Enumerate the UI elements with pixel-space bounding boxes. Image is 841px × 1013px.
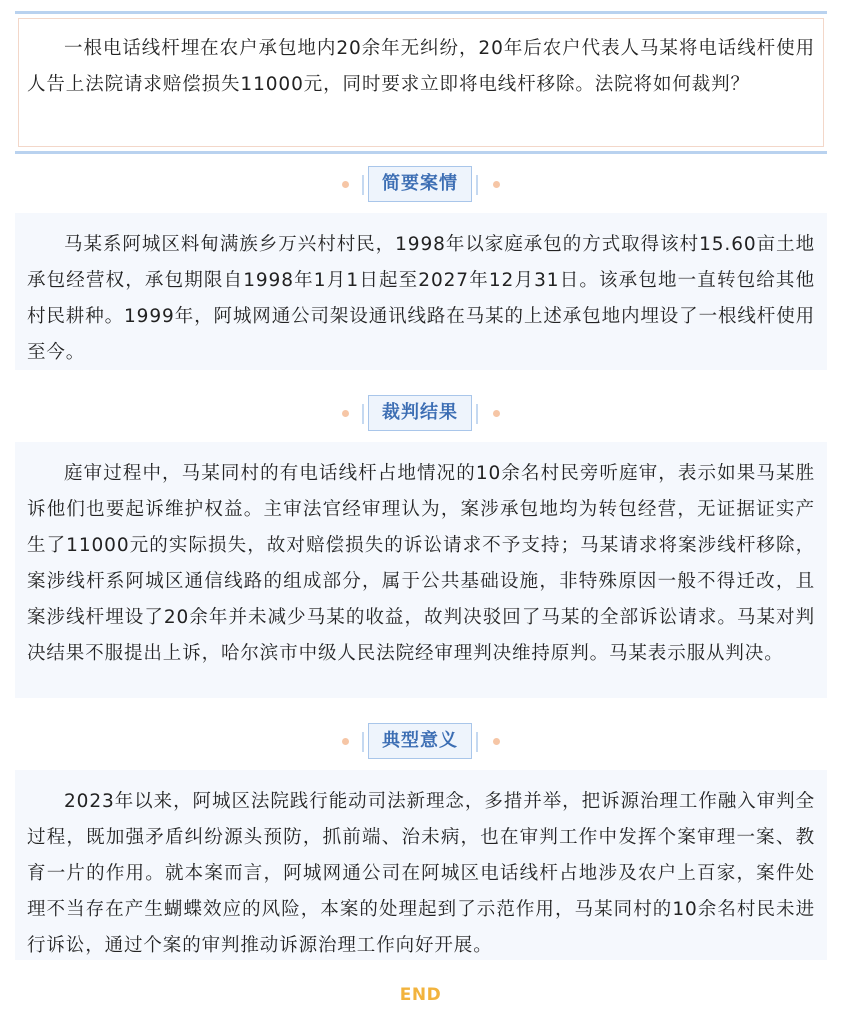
- intro-box: [18, 18, 824, 147]
- decorative-bar: [362, 404, 364, 424]
- decorative-bar: [476, 175, 478, 195]
- decorative-dot: [342, 181, 349, 188]
- section-content-case-summary: [15, 213, 827, 370]
- decorative-dot: [342, 410, 349, 417]
- intro-text: 一根电话线杆埋在农户承包地内20余年无纠纷，20年后农户代表人马某将电话线杆使用人告上法院请求赔偿损失11000元，同时要求立即将电线杆移除。法院将如何裁判？: [27, 38, 815, 95]
- decorative-dot: [342, 738, 349, 745]
- decorative-dot: [493, 738, 500, 745]
- section-heading-case-summary: [0, 166, 841, 204]
- decorative-bar: [362, 175, 364, 195]
- decorative-bar: [476, 404, 478, 424]
- section-content-judgment: [15, 442, 827, 698]
- section-heading-judgment: [0, 395, 841, 433]
- section-title: 简要案情: [368, 166, 472, 202]
- section-title: 典型意义: [368, 723, 472, 759]
- decorative-bar: [476, 732, 478, 752]
- decorative-bar: [362, 732, 364, 752]
- decorative-dot: [493, 410, 500, 417]
- intro-panel: [15, 11, 827, 154]
- section-content-significance: [15, 770, 827, 960]
- section-body: 2023年以来，阿城区法院践行能动司法新理念，多措并举，把诉源治理工作融入审判全过程，既加强矛盾纠纷源头预防，抓前端、治未病，也在审判工作中发挥个案审理一案、教育一片的作用。就本案而言，阿城网通公司在阿城区电话线杆占地涉及农户上百家，案件处理不当存在产生蝴蝶效应的风险，本案的处理起到了示范作用，马某同村的10余名村民未进行诉讼，通过个案的审判推动诉源治理工作向好开展。: [27, 791, 815, 956]
- section-title: 裁判结果: [368, 395, 472, 431]
- section-body: 马某系阿城区料甸满族乡万兴村村民，1998年以家庭承包的方式取得该村15.60亩土地承包经营权，承包期限自1998年1月1日起至2027年12月31日。该承包地一直转包给其他村民耕种。1999年，阿城网通公司架设通讯线路在马某的上述承包地内埋设了一根线杆使用至今。: [27, 234, 815, 363]
- section-body: 庭审过程中，马某同村的有电话线杆占地情况的10余名村民旁听庭审，表示如果马某胜诉他们也要起诉维护权益。主审法官经审理认为，案涉承包地均为转包经营，无证据证实产生了11000元的实际损失，故对赔偿损失的诉讼请求不予支持；马某请求将案涉线杆移除，案涉线杆系阿城区通信线路的组成部分，属于公共基础设施，非特殊原因一般不得迁改，且案涉线杆埋设了20余年并未减少马某的收益，故判决驳回了马某的全部诉讼请求。马某对判决结果不服提出上诉，哈尔滨市中级人民法院经审理判决维持原判。马某表示服从判决。: [27, 463, 815, 664]
- section-heading-significance: [0, 723, 841, 761]
- end-marker: END: [399, 985, 442, 1005]
- decorative-dot: [493, 181, 500, 188]
